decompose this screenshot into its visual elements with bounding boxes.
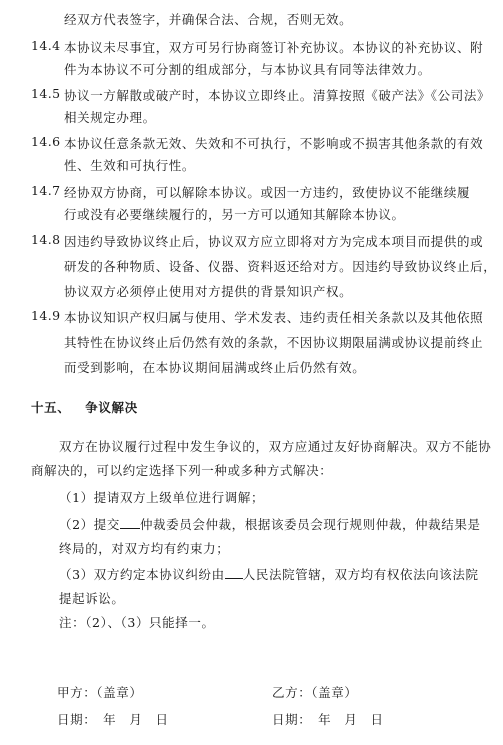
clause-14-5-line-2: 相关规定办理。	[64, 110, 156, 125]
clause-number-14-4: 14.4	[31, 38, 61, 53]
option-3-line-2: 提起诉讼。	[59, 591, 125, 606]
court-name-blank[interactable]	[225, 578, 243, 579]
clause-number-14-8: 14.8	[31, 232, 61, 247]
option-3-line-1	[59, 565, 479, 583]
clause-14-8-line-2: 研发的各种物质、设备、仪器、资料返还给对方。因违约导致协议终止后，	[64, 259, 497, 274]
clause-14-9-line-1: 本协议知识产权归属与使用、学术发表、违约责任相关条款以及其他依照	[64, 310, 484, 325]
clause-number-14-7: 14.7	[31, 183, 61, 198]
party-b-date: 日期： 年 月 日	[272, 712, 384, 727]
intro-line-2: 商解决的，可以约定选择下列一种或多种方式解决：	[31, 463, 333, 478]
party-a-seal: 甲方：（盖章）	[57, 685, 143, 700]
clause-14-8-line-1: 因违约导致协议终止后，协议双方应立即将对方为完成本项目而提供的或	[64, 234, 484, 249]
option-2-prefix: （2）提交	[59, 517, 120, 532]
section-heading	[31, 398, 138, 416]
clause-14-9-line-3: 而受到影响，在本协议期间届满或终止后仍然有效。	[64, 360, 366, 375]
clause-14-4-line-2: 件为本协议不可分割的组成部分，与本协议具有同等法律效力。	[64, 62, 431, 77]
intro-line-1: 双方在协议履行过程中发生争议的，双方应通过友好协商解决。双方不能协	[59, 439, 492, 454]
clause-number-14-9: 14.9	[31, 308, 61, 323]
options-note: 注：（2）、（3）只能择一。	[59, 615, 215, 630]
option-1: （1）提请双方上级单位进行调解；	[59, 490, 265, 505]
clause-14-4-line-1: 本协议未尽事宜，双方可另行协商签订补充协议。本协议的补充协议、附	[64, 40, 484, 55]
party-b-seal: 乙方：（盖章）	[272, 685, 358, 700]
option-2-line-1	[59, 515, 481, 533]
clause-14-6-line-2: 性、生效和可执行性。	[64, 158, 196, 173]
clause-14-8-line-3: 协议双方必须停止使用对方提供的背景知识产权。	[64, 284, 353, 299]
clause-14-6-line-1: 本协议任意条款无效、失效和不可执行，不影响或不损害其他条款的有效	[64, 136, 484, 151]
option-3-prefix: （3）双方约定本协议纠纷由	[59, 567, 225, 582]
arbitration-commission-blank[interactable]	[120, 528, 140, 529]
section-number: 十五、	[31, 400, 71, 415]
section-title: 争议解决	[85, 400, 138, 415]
clause-number-14-5: 14.5	[31, 86, 61, 101]
option-3-suffix: 人民法院管辖，双方均有权依法向该法院	[242, 567, 479, 582]
clause-14-5-line-1: 协议一方解散或破产时，本协议立即终止。清算按照《破产法》《公司法》	[64, 88, 491, 103]
party-a-date: 日期： 年 月 日	[57, 712, 169, 727]
option-2-line-2: 终局的，对双方均有约束力；	[59, 541, 230, 556]
clause-14-7-line-2: 行或没有必要继续履行的，另一方可以通知其解除本协议。	[64, 207, 405, 222]
clause-14-3-continuation: 经双方代表签字，并确保合法、合规，否则无效。	[64, 12, 353, 27]
clause-14-9-line-2: 其特性在协议终止后仍然有效的条款，不因协议期限届满或协议提前终止	[64, 335, 484, 350]
clause-14-7-line-1: 经协双方协商，可以解除本协议。或因一方违约，致使协议不能继续履	[64, 185, 471, 200]
option-2-suffix: 仲裁委员会仲裁，根据该委员会现行规则仲裁，仲裁结果是	[139, 517, 481, 532]
clause-number-14-6: 14.6	[31, 134, 61, 149]
